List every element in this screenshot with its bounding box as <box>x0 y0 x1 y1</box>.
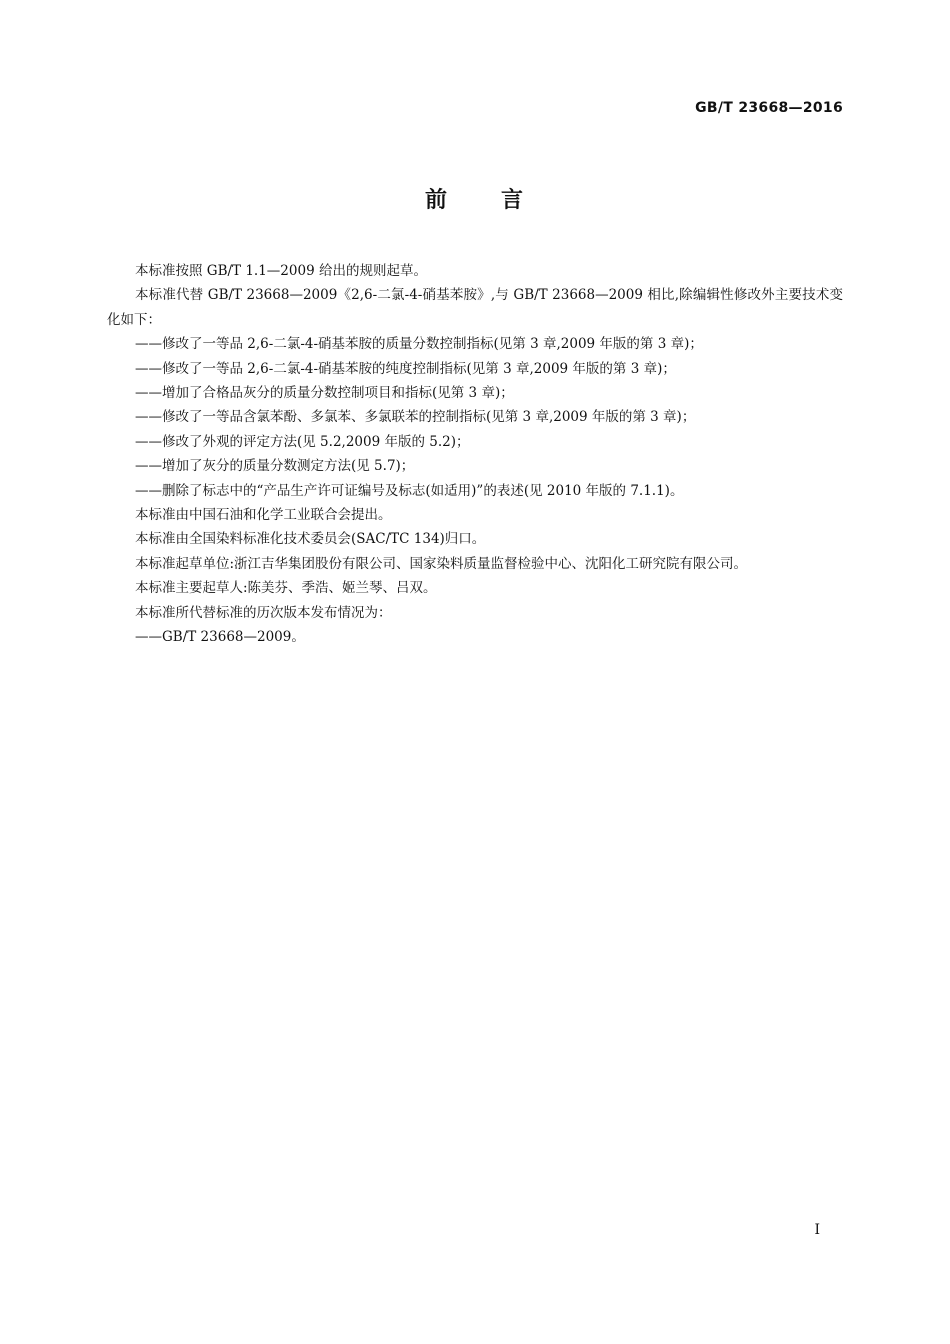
standard-number: GB/T 23668—2016 <box>695 100 843 116</box>
change-item: ——修改了一等品含氯苯酚、多氯苯、多氯联苯的控制指标(见第 3 章,2009 年版的第 3 章)； <box>135 409 696 426</box>
change-item: ——增加了合格品灰分的质量分数控制项目和指标(见第 3 章)； <box>135 385 514 402</box>
change-item: ——修改了一等品 2,6-二氯-4-硝基苯胺的质量分数控制指标(见第 3 章,2009 年版的第 3 章)； <box>135 336 703 353</box>
foreword-body <box>107 259 843 650</box>
previous-edition-item: ——GB/T 23668—2009。 <box>135 629 305 646</box>
paragraph-drafting-rule: 本标准按照 GB/T 1.1—2009 给出的规则起草。 <box>135 263 427 279</box>
change-item: ——删除了标志中的“产品生产许可证编号及标志(如适用)”的表述(见 2010 年版的 7.1.1)。 <box>135 482 684 499</box>
title-char-2: 言 <box>501 188 526 213</box>
paragraph-under-jurisdiction: 本标准由全国染料标准化技术委员会(SAC/TC 134)归口。 <box>135 531 486 548</box>
page-title <box>0 183 950 214</box>
paragraph-proposed-by: 本标准由中国石油和化学工业联合会提出。 <box>135 507 392 524</box>
paragraph-drafting-units: 本标准起草单位:浙江吉华集团股份有限公司、国家染料质量监督检验中心、沈阳化工研究院有限公司。 <box>135 555 748 572</box>
change-item: ——修改了一等品 2,6-二氯-4-硝基苯胺的纯度控制指标(见第 3 章,2009 年版的第 3 章)； <box>135 360 676 377</box>
change-item: ——增加了灰分的质量分数测定方法(见 5.7)； <box>135 458 415 475</box>
paragraph-main-drafters: 本标准主要起草人:陈美芬、季浩、姬兰琴、吕双。 <box>135 580 437 597</box>
paragraph-replaces: 本标准代替 GB/T 23668—2009《2,6-二氯-4-硝基苯胺》,与 GB/T 23668—2009 相比,除编辑性修改外主要技术变化如下： <box>107 287 843 328</box>
change-item: ——修改了外观的评定方法(见 5.2,2009 年版的 5.2)； <box>135 433 470 450</box>
page-number: I <box>814 1222 820 1238</box>
paragraph-previous-editions: 本标准所代替标准的历次版本发布情况为： <box>135 604 392 621</box>
title-char-1: 前 <box>424 188 449 213</box>
